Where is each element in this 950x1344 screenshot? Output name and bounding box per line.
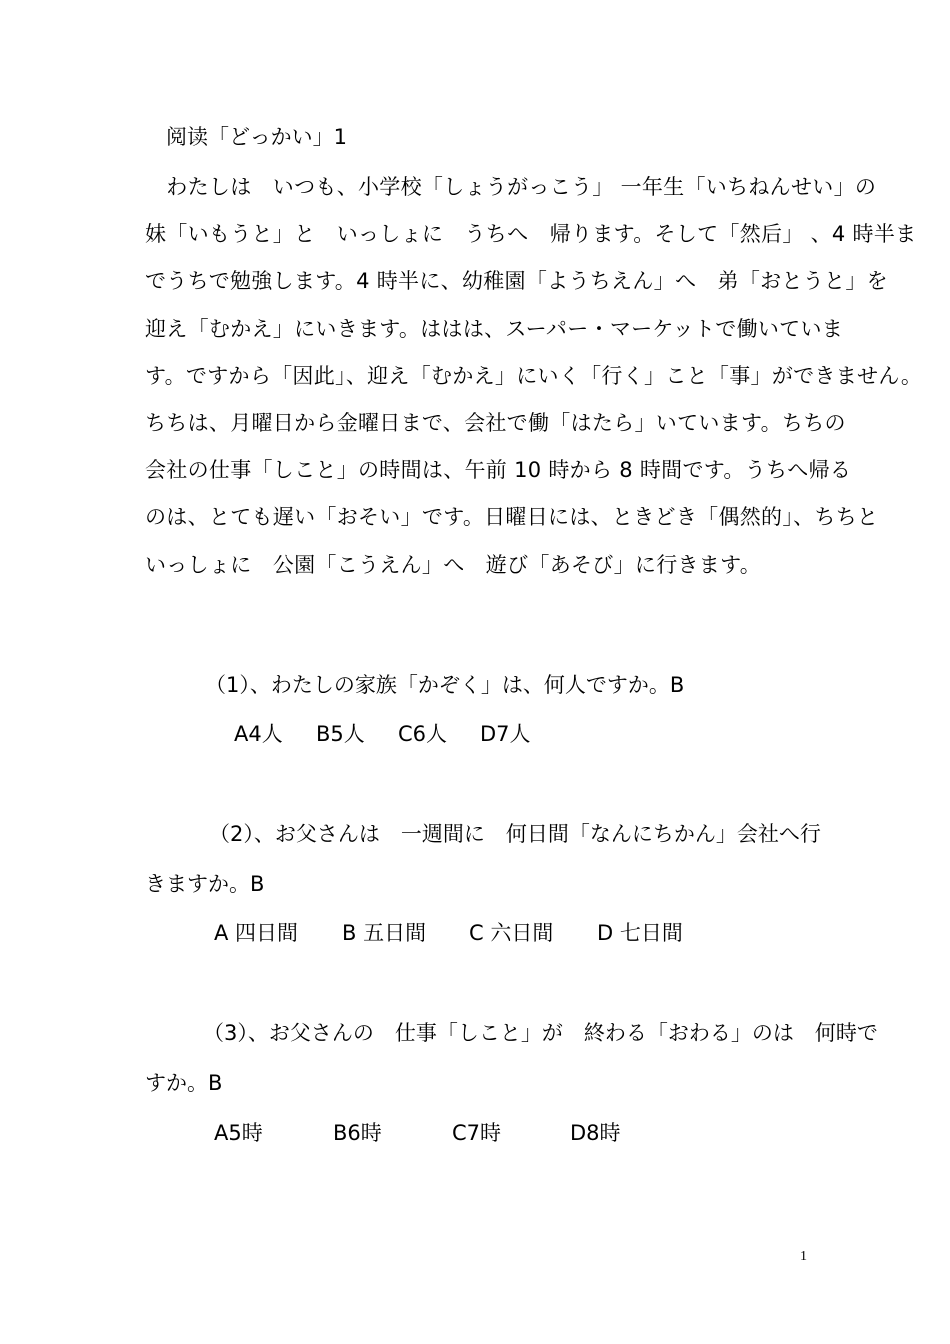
passage-line: 迎え「むかえ」にいきます。ははは、スーパー・マーケットで働いていま <box>145 316 844 341</box>
passage-line: いっしょに 公園「こうえん」へ 遊び「あそび」に行きます。 <box>145 552 762 577</box>
reading-passage <box>145 170 923 595</box>
question-2-options <box>214 918 683 948</box>
passage-line: でうちで勉強します。4 時半に、幼稚園「ようちえん」へ 弟「おとうと」を <box>145 269 888 294</box>
question-2-text-continued: きますか。B <box>145 872 265 896</box>
question-3-option-a: A5時 <box>214 1121 263 1145</box>
passage-line: ちちは、月曜日から金曜日まで、会社で働「はたら」いています。ちちの <box>145 410 846 435</box>
question-2-option-a: A 四日間 <box>214 921 299 945</box>
question-3-text: （3）、お父さんの 仕事「しこと」が 終わる「おわる」のは 何時で <box>203 1021 878 1045</box>
passage-line: す。ですから「因此」、迎え「むかえ」にいく「行く」こと「事」ができません。 <box>145 363 923 388</box>
page-number: 1 <box>800 1249 807 1264</box>
question-1-options <box>234 719 531 749</box>
question-1-text: （1）、わたしの家族「かぞく」は、何人ですか。B <box>205 673 685 697</box>
passage-line: のは、とても遅い「おそい」です。日曜日には、ときどき「偶然的」、ちちと <box>145 505 879 530</box>
passage-line: わたしは いつも、小学校「しょうがっこう」 一年生「いちねんせい」の <box>145 175 877 199</box>
passage-line: 会社の仕事「しこと」の時間は、午前 10 時から 8 時間です。うちへ帰る <box>145 458 852 483</box>
question-3-option-b: B6時 <box>333 1121 382 1145</box>
question-1-option-a: A4人 <box>234 722 283 746</box>
question-1-option-b: B5人 <box>316 722 365 746</box>
question-3-option-c: C7時 <box>452 1121 502 1145</box>
question-1-option-c: C6人 <box>398 722 448 746</box>
passage-line: 妹「いもうと」と いっしょに うちへ 帰ります。そして「然后」 、4 時半ま <box>145 222 917 247</box>
question-2-option-b: B 五日間 <box>342 921 427 945</box>
question-2-text: （2）、お父さんは 一週間に 何日間「なんにちかん」会社へ行 <box>209 822 821 846</box>
document-title: 阅读「どっかい」1 <box>166 125 347 149</box>
question-2-option-d: D 七日間 <box>597 921 683 945</box>
question-3-text-continued: すか。B <box>145 1071 223 1095</box>
question-1-option-d: D7人 <box>480 722 531 746</box>
question-2-option-c: C 六日間 <box>469 921 554 945</box>
question-3-options <box>214 1118 621 1148</box>
question-3-option-d: D8時 <box>570 1121 621 1145</box>
